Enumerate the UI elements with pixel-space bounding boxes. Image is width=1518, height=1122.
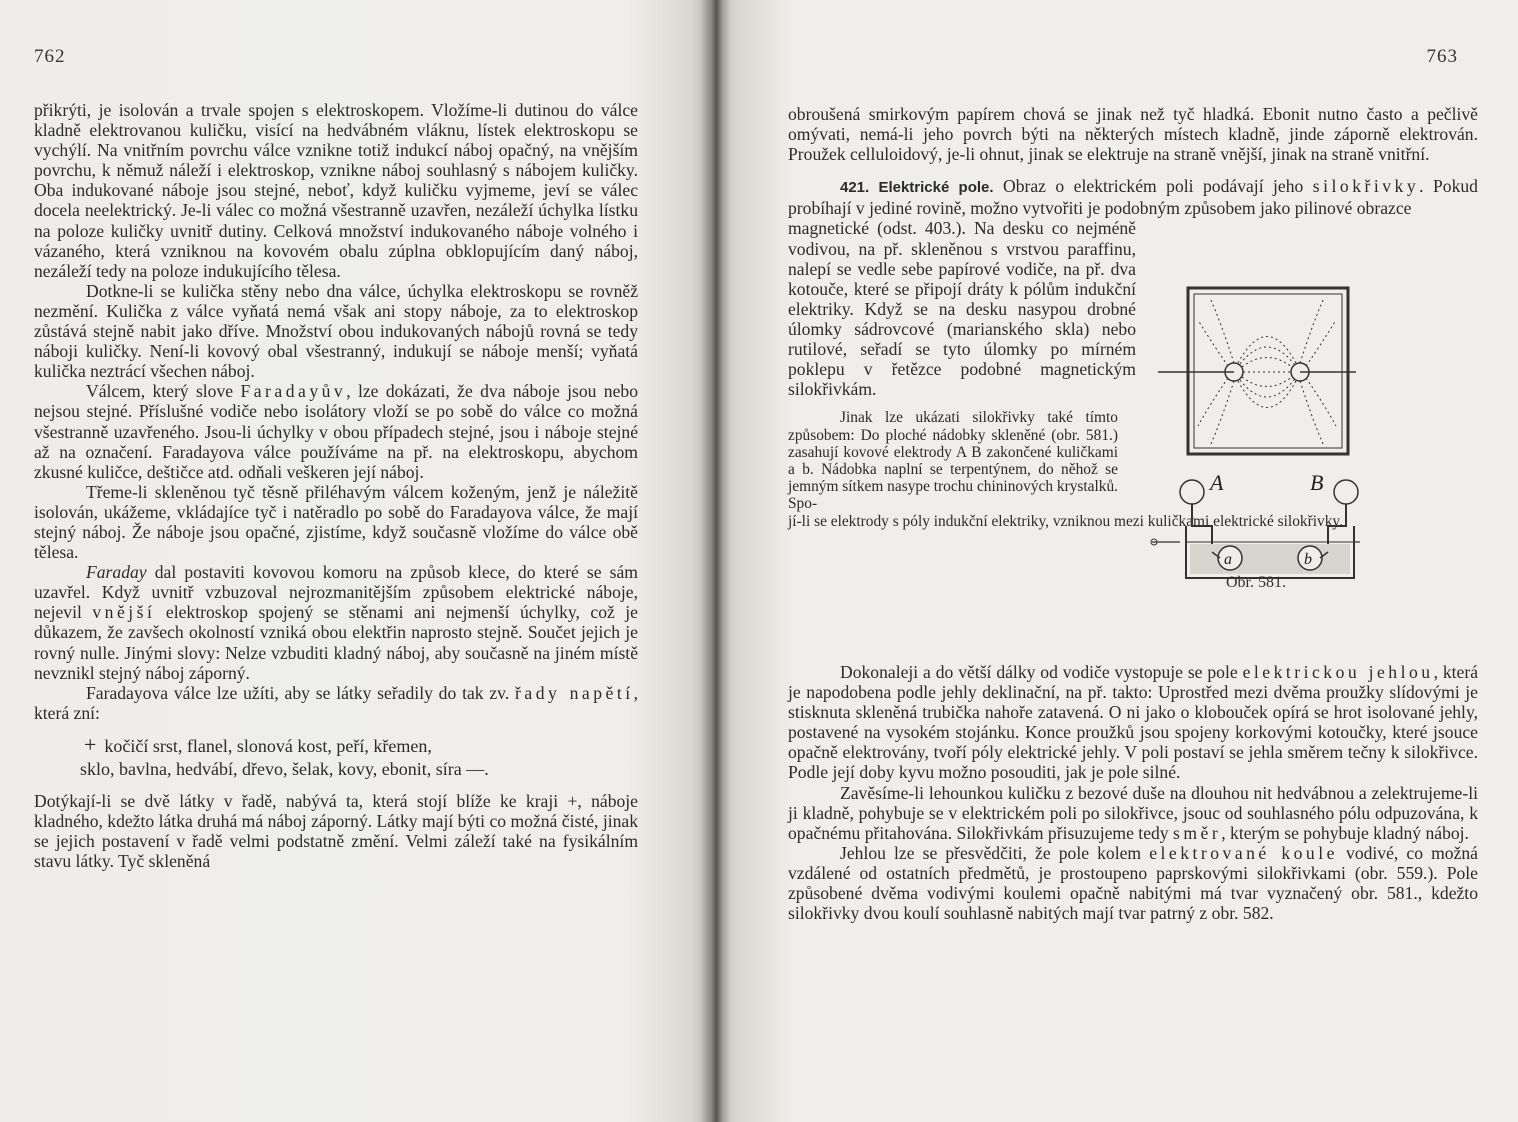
paragraph: Třeme-li skleněnou tyč těsně přiléhavým válcem koženým, jenž je náležitě isolován, ukážeme, vkládajíce tyč i natěradlo po sobě do Faradayova válce, že mají stejný náboj. Že náboje jsou opačné, zjistíme, když současně vložíme do válce obě tělesa. xyxy=(34,481,638,563)
paragraph: Faraday dal postaviti kovovou komoru na způsob klece, do které se sám uzavřel. Když uvnitř vzbuzoval nejrozmanitějším způsobem elektrické náboje, nejevil vnější elektroskop spojený se stěnami ani nejmenší úchylky, což je důkazem, že zavšech okolností vzniká obou elektřin naprosto stejně. Součet jejich je rovný nulle. Jinými slovy: Nelze vzbuditi kladný náboj, aby současně na jiném místě nevznikl stejný náboj záporný. xyxy=(34,562,638,683)
paragraph: Jehlou lze se přesvědčiti, že pole kolem elektrované koule vodivé, co možná vzdálené od ostatních předmětů, je prostoupeno paprskovými silokřivkami (obr. 559.). Pole způsobené dvěma vodivými koulemi opačně nabitými má tvar vyznačený obr. 581., kdežto silokřivky dvou koulí souhlasně nabitých mají tvar patrný z obr. 582. xyxy=(788,842,1478,924)
page-number-left: 762 xyxy=(34,46,66,67)
figure-581-field-lines xyxy=(1150,280,1360,620)
wrapped-paragraph: magnetické (odst. 403.). Na desku co nejméně vodivou, na př. skleněnou s vrstvou paraffinu, nalepí se vedle sebe papírové vodiče, na př. dva kotouče, které se připojí dráty k pólům indukční elektriky. Když se na desku nasypou drobné úlomky sádrovcové (marianského skla) nebo rutilové, seřadí se tyto úlomky po mírném poklepu v řetězce podobné magnetickým silokřivkám. xyxy=(788,218,1136,400)
spaced-term: elektrickou jehlou xyxy=(1242,662,1434,682)
section-paragraph: 421. Elektrické pole. Obraz o elektrickém poli podávají jeho silokřivky. Pokud probíhají v jediné rovině, možno vytvořiti je podobným způsobem jako pilinové obrazce xyxy=(788,176,1478,219)
small-print-paragraph: jí-li se elektrody s póly indukční elektriky, vzniknou mezi kuličkami elektrické silokřivky. xyxy=(788,512,1343,530)
paragraph: Zavěsíme-li lehounkou kuličku z bezové duše na dlouhou nit hedvábnou a zelektrujeme-li ji kladně, pohybuje se v elektrickém poli po silokřivce, jsouc od souhlasného pólu odpuzována, k opačnému přitahována. Silokřivkám přisuzujeme tedy směr, kterým se pohybuje kladný náboj. xyxy=(788,782,1478,843)
spaced-term: směr xyxy=(1173,822,1222,843)
left-page xyxy=(0,0,712,1122)
paragraph: Dokonaleji a do větší dálky od vodiče vystopuje se pole elektrickou jehlou, která je napodobena podle jehly deklinační, na př. takto: Uprostřed mezi dvěma proužky slídovými je stisknuta skleněná trubička nahoře zatavená. O ni jako o klobouček opírá se hrot isolované jehly, postavené na vysokém stojánku. Konce proužků jsou spojeny korkovými kotoučky, které jsouce opačně elektrovány, tvoří póly elektrické jehly. V poli postaví se jehla směrem tečny k silokřivce. Podle její doby kyvu možno posouditi, jak je pole silné. xyxy=(788,662,1479,783)
figure-label-a: a xyxy=(1224,551,1232,568)
paragraph: Faradayova válce lze užíti, aby se látky seřadily do tak zv. řady napětí, která zní: xyxy=(34,682,639,723)
paragraph: Dotkne-li se kulička stěny nebo dna válce, úchylka elektroskopu se rovněž nezmění. Kulička z válce vyňatá nemá však ani stopy náboje, za to elektroskop zůstává stejně nabit jako dříve. Množství obou indukovaných nábojů rovná se tedy náboji kuličky. Není-li kovový obal všestranný, indukují se náboje menší; vyňatá kulička neztrácí všechen náboj. xyxy=(34,280,638,382)
italic-name: Faraday xyxy=(86,562,147,583)
plus-sign: + xyxy=(84,731,97,757)
right-page xyxy=(712,0,1518,1122)
small-print-paragraph: Jinak lze ukázati silokřivky také tímto způsobem: Do ploché nádobky skleněné (obr. 581.) zasahují kovové elektrody A B zakončené kuličkami a b. Nádobka naplní se terpentýnem, do něhož se jemným sítkem nasype trochu chininových krystalků. Spo- xyxy=(788,409,1118,513)
figure-label-b: b xyxy=(1304,551,1312,568)
series-line: sklo, bavlna, hedvábí, dřevo, šelak, kovy, ebonit, síra —. xyxy=(80,758,489,779)
figure-label-B: B xyxy=(1310,470,1324,495)
book-gutter xyxy=(700,0,730,1122)
spaced-term: řady napětí xyxy=(515,682,634,703)
paragraph: Válcem, který slove Faradayův, lze dokázati, že dva náboje jsou nebo nejsou stejné. Příslušné vodiče nebo isolátory vloží se po sobě do válce co možná všestranně uzavřeného. Jsou-li úchylky v obou případech stejné, jsou i náboje stejné až na označení. Faradayova válce používáme na př. na elektroskopu, abychom zkusné kuličce, deštičce atd. odňali veškeren její náboj. xyxy=(34,381,638,482)
left-page-text xyxy=(34,100,638,871)
page-number-right: 763 xyxy=(1426,46,1458,67)
paragraph: přikrýti, je isolován a trvale spojen s elektroskopem. Vložíme-li dutinou do válce kladně elektrovanou kuličku, visící na hedvábném vláknu, lístek elektroskopu se vychýlí. Na vnitřním povrchu válce vznikne totiž indukcí náboj opačný, na vnějším povrchu, k němuž náleží i elektroskop, vznikne náboj souhlasný s nábojem kuličky. Oba indukované náboje jsou stejné, neboť, když kuličku vyjmeme, jeví se válec docela neelektrický. Je-li válec co možná všestranně uzavřen, nezáleží úchylka lístku na poloze kuličky uvnitř dutiny. Celková množství indukovaného náboje volného i vázaného, která vzniknou na kovovém obalu zúplna obklopujícím daný náboj, nezáleží tedy na poloze indukujícího tělesa. xyxy=(34,100,638,281)
paragraph: Dotýkají-li se dvě látky v řadě, nabývá ta, která stojí blíže ke kraji +, náboje kladného, kdežto látka druhá má náboj záporný. Látky mají býti co možná čisté, jinak se jejich postavení v řadě velmi podstatně změní. Velmi záleží také na fysikálním stavu látky. Tyč skleněná xyxy=(34,790,638,872)
field-plate-diagram xyxy=(1158,288,1356,454)
spaced-term: silokřivky xyxy=(1312,176,1420,197)
triboelectric-series xyxy=(34,733,638,781)
series-line: kočičí srst, flanel, slonová kost, peří, křemen, xyxy=(104,735,432,756)
vessel-diagram xyxy=(1151,480,1360,578)
spaced-term: Faradayův xyxy=(240,381,347,402)
spaced-term: elektrované koule xyxy=(1149,842,1338,863)
right-page-text-bottom xyxy=(788,662,1478,923)
figure-label-A: A xyxy=(1210,470,1224,495)
spaced-term: vnější xyxy=(92,602,156,623)
paragraph: obroušená smirkovým papírem chová se jinak než tyč hladká. Ebonit nutno často a pečlivě omývati, nemá-li jeho povrch býti na některých místech kladně, jinde záporně elektrován. Proužek celluloidový, je-li ohnut, jinak se elektruje na straně vnější, jinak na straně vnitřní. xyxy=(788,104,1478,165)
figure-caption: Obr. 581. xyxy=(1226,574,1286,591)
section-heading: 421. Elektrické pole. xyxy=(840,179,994,197)
right-page-text-top xyxy=(788,104,1478,530)
